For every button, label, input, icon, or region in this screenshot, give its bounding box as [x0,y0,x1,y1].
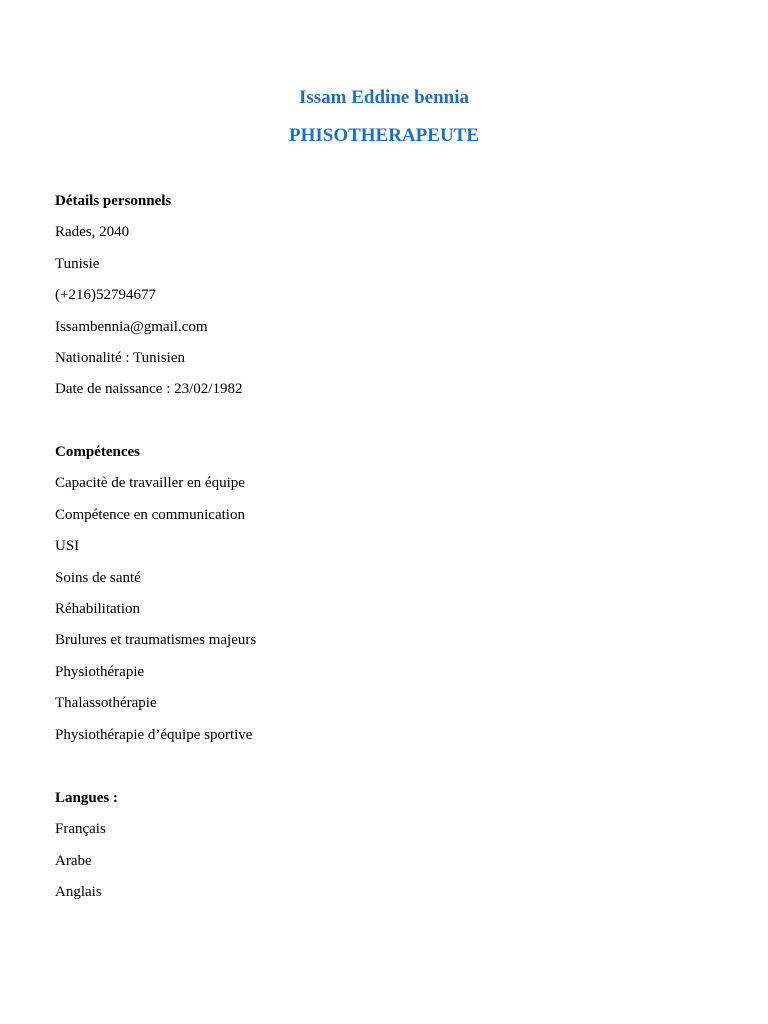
skill-item: Réhabilitation [55,600,140,617]
candidate-name: Issam Eddine bennia [298,87,469,108]
nationality-line: Nationalité : Tunisien [55,349,186,366]
language-item: Anglais [55,884,102,901]
skill-item: Brulures et traumatismes majeurs [55,632,257,649]
skill-item: USI [55,538,80,555]
address-line: Rades, 2040 [55,224,130,241]
email-line: Issambennia@gmail.com [55,318,208,335]
birth-date-line: Date de naissance : 23/02/1982 [55,381,243,398]
skill-item: Compétence en communication [55,506,245,523]
languages-section [55,788,715,914]
skills-section [55,442,715,756]
skill-item: Thalassothérapie [55,695,157,712]
language-item: Français [55,821,106,838]
personal-details-section [55,191,715,411]
skills-heading: Compétences [55,444,140,460]
phone-line: (+216)52794677 [55,287,156,304]
languages-heading: Langues : [55,790,118,806]
skill-item: Physiothérapie [55,663,145,680]
skill-item: Capacitè de travailler en équipe [55,475,245,492]
personal-details-heading: Détails personnels [55,193,172,209]
country-line: Tunisie [55,255,100,272]
language-item: Arabe [55,852,92,869]
job-title: PHISOTHERAPEUTE [288,125,480,146]
skill-item: Soins de santé [55,569,141,586]
skill-item: Physiothérapie d’équipe sportive [55,726,253,743]
